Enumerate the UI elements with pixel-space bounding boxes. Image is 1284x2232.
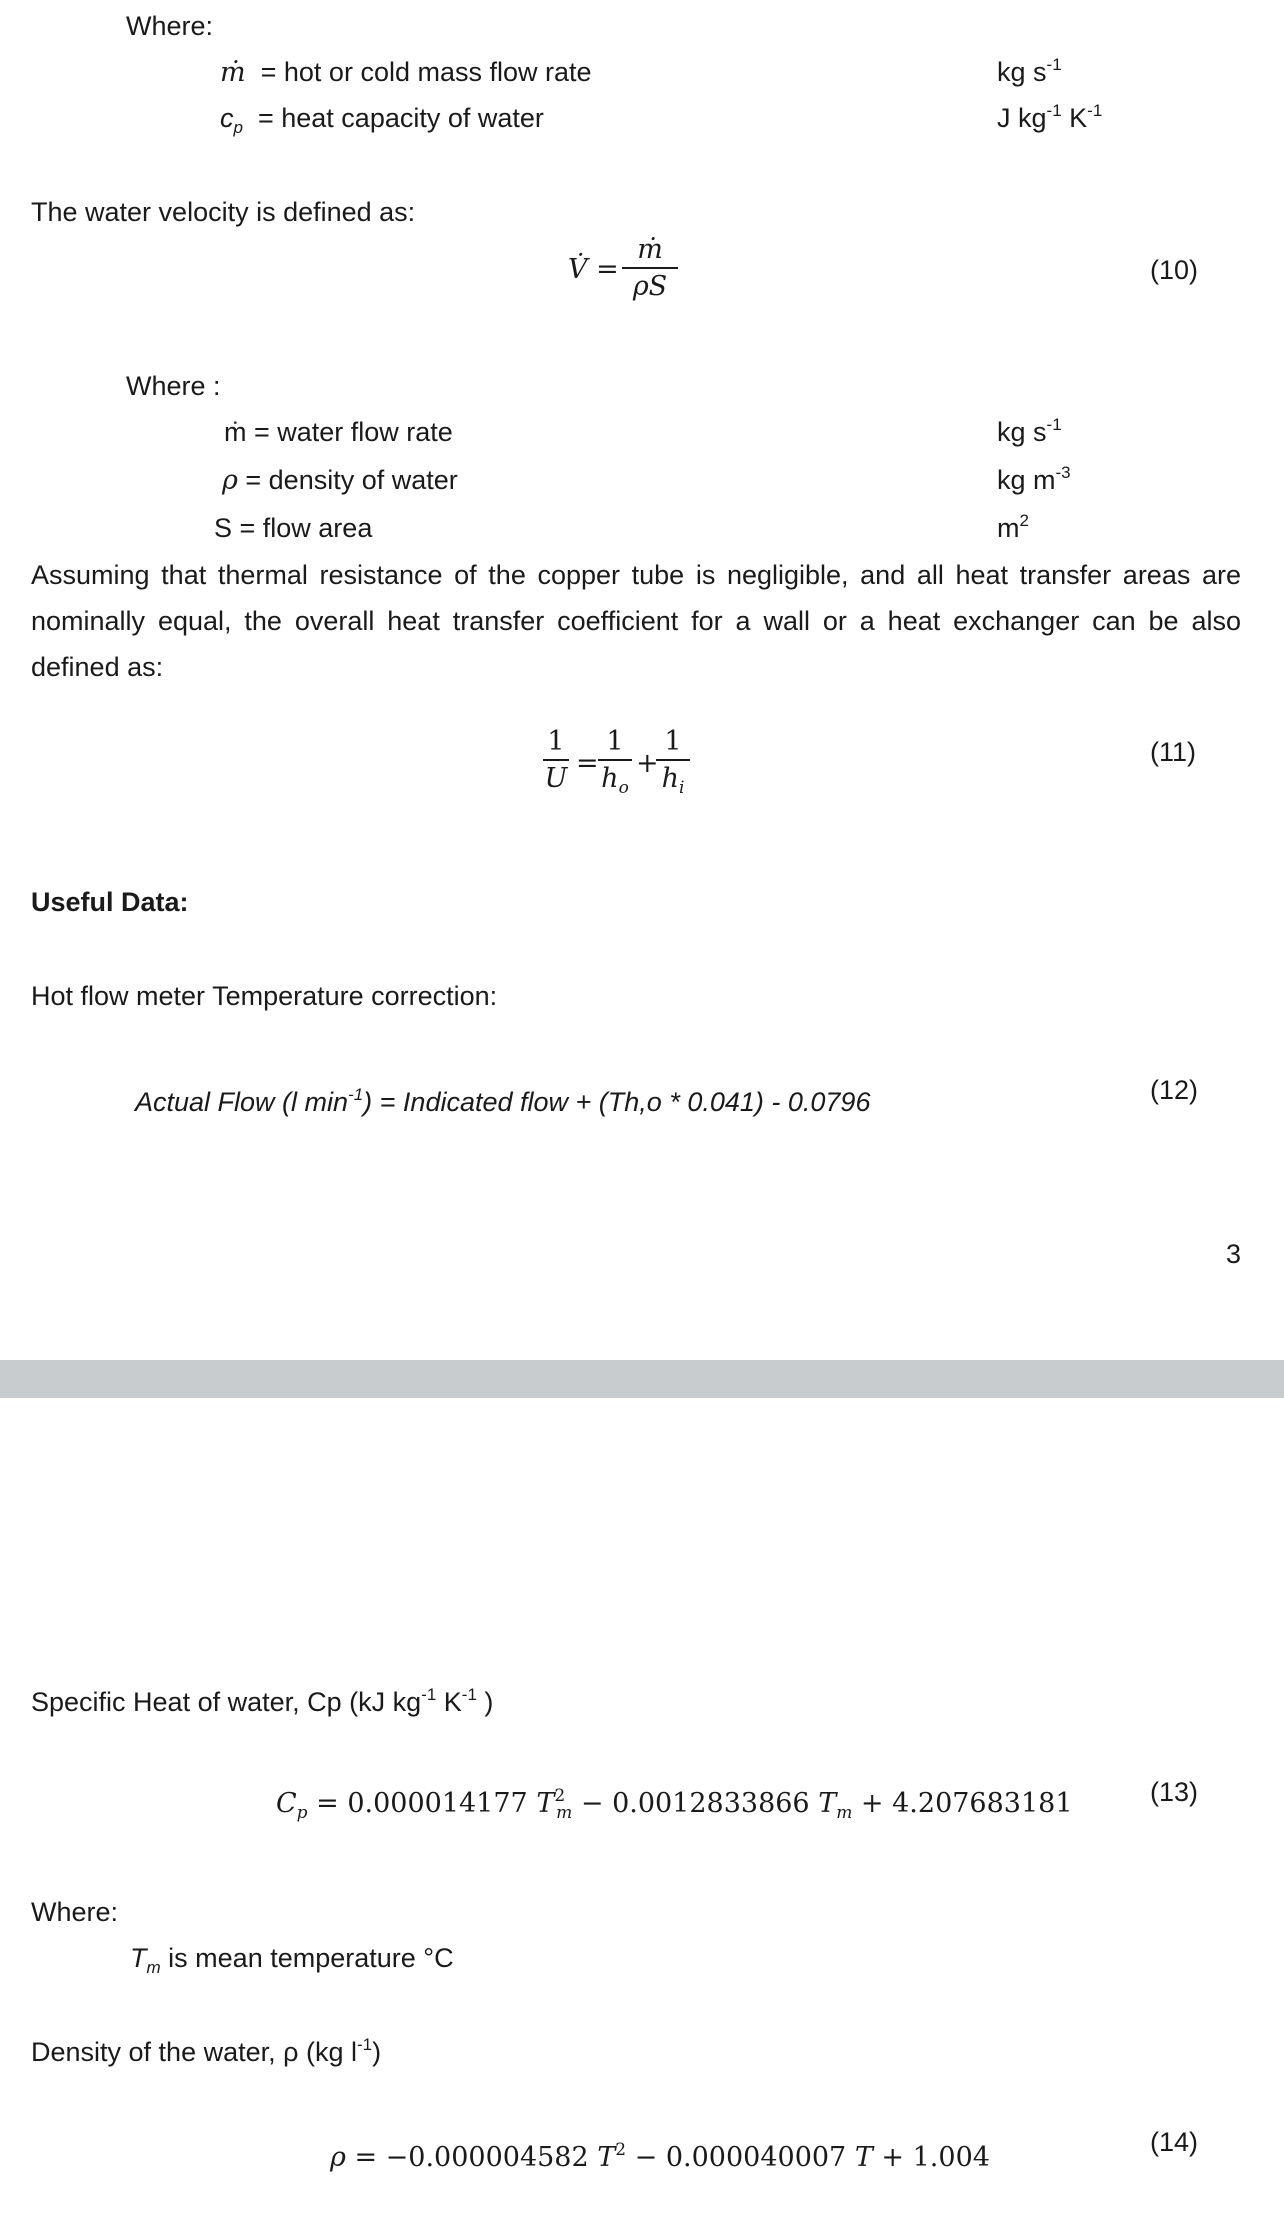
eq13-text: $C_p = 0.000014177$ $T^2_m - 0.0012833866$ $T_m + 4.207683181$ xyxy=(276,1786,1073,1823)
where-label-1: Where: xyxy=(126,11,214,41)
useful-data-heading: Useful Data: xyxy=(31,887,189,917)
cp-label: Specific Heat of water, Cp (kJ $kg^{-1}$ $K^{-1}$ ) xyxy=(31,1685,494,1717)
eq10-lhs: V̇ = xyxy=(568,254,619,285)
unit-mass-flow: kg $s^{-1}$ xyxy=(997,55,1062,87)
eq11-plus: + xyxy=(636,748,659,779)
eq14-text: ρ = −0.000004582 $T^2 - 0.000040007$ T + 1.004 xyxy=(330,2140,990,2173)
eq11-term-1ho: 1 $h_o$ xyxy=(598,726,632,794)
page-number: 3 xyxy=(1226,1239,1242,1269)
velocity-intro: The water velocity is defined as: xyxy=(31,197,416,227)
unit-flow-area: $m^2$ xyxy=(997,511,1029,543)
def-mean-temp: $T_m$ is mean temperature °C xyxy=(130,1943,454,1977)
def-water-flow: ṁ = water flow rate xyxy=(224,417,453,447)
eq11-equals: = xyxy=(576,748,599,779)
eq10-number: (10) xyxy=(1150,255,1199,285)
eq10-fraction xyxy=(622,234,678,302)
eq11-number: (11) xyxy=(1150,737,1197,767)
eq11-term-1hi: 1 $h_i$ xyxy=(656,726,690,794)
hot-flow-label: Hot flow meter Temperature correction: xyxy=(31,981,498,1011)
where-label-2: Where : xyxy=(126,371,221,401)
eq14-number: (14) xyxy=(1150,2127,1199,2157)
eq10-denominator: ρS xyxy=(632,271,668,303)
def-mass-flow: ṁ = hot or cold mass flow rate xyxy=(220,57,592,88)
def-heat-capacity: $c_p$ = heat capacity of water xyxy=(220,103,544,137)
eq13-number: (13) xyxy=(1150,1777,1199,1807)
eq12-text: Actual Flow (l $\min^{-1}$) = Indicated flow + (Th,o * 0.041) - 0.0796 xyxy=(135,1085,871,1117)
unit-density: kg $m^{-3}$ xyxy=(997,463,1071,495)
eq11-term-1u: 1 U xyxy=(544,726,568,795)
eq10-numerator: ṁ xyxy=(637,234,663,265)
eq12-number: (12) xyxy=(1150,1075,1199,1105)
unit-heat-capacity: J $kg^{-1}$ $K^{-1}$ xyxy=(997,101,1103,133)
def-flow-area: S = flow area xyxy=(214,513,373,543)
density-label: Density of the water, ρ (kg $l^{-1}$) xyxy=(31,2035,382,2067)
where-label-3: Where: xyxy=(31,1897,119,1927)
def-density: ρ = density of water xyxy=(222,465,458,496)
unit-water-flow: kg $s^{-1}$ xyxy=(997,415,1062,447)
page-divider xyxy=(0,1360,1284,1398)
body-paragraph: Assuming that thermal resistance of the copper tube is negligible, and all heat transfer areas are nominally equal, the overall heat transfer coefficient for a wall or a heat exchanger can be also defined as: xyxy=(31,560,1241,682)
